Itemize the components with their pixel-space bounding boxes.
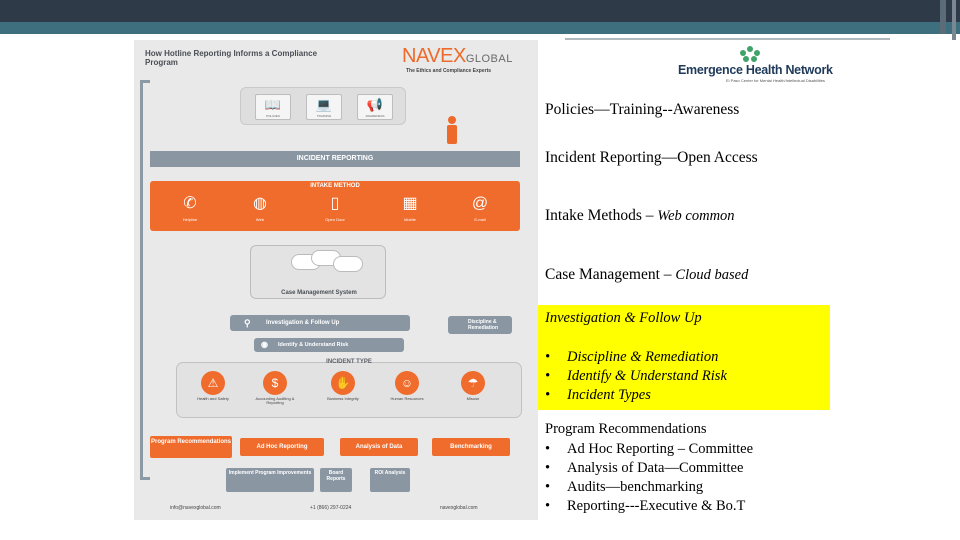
bullet-icon: • (545, 368, 551, 384)
investigation-label: Investigation & Follow Up (266, 320, 340, 326)
handshake-icon: ✋ (331, 371, 355, 395)
incident-type-panel (176, 359, 522, 418)
program-bullet (545, 460, 743, 477)
case-note: Cloud based (675, 267, 749, 283)
emergence-health-logo (676, 46, 833, 86)
highlight-bullet (545, 387, 651, 404)
bullet-text: Audits—benchmarking (567, 479, 704, 495)
navex-logo (402, 45, 513, 68)
incident-type-title: INCIDENT TYPE (326, 359, 372, 365)
flow-rail (140, 80, 150, 480)
bullet-icon: • (545, 498, 551, 514)
navex-brand: NAVEX (402, 45, 466, 67)
intake-title: INTAKE METHOD (310, 183, 360, 189)
awareness-box (357, 94, 393, 120)
investigation-bar (230, 315, 410, 331)
header-decoration-2 (952, 0, 956, 40)
bullet-text: Analysis of Data—Committee (567, 460, 744, 476)
bullet-text: Reporting---Executive & Bo.T (567, 498, 746, 514)
identify-label: Identify & Understand Risk (278, 342, 349, 348)
awareness-panel (240, 87, 406, 125)
identify-risk-bar (254, 338, 404, 352)
type-label: Misuse (466, 396, 480, 401)
implement-box: Implement Program Improvements (226, 468, 314, 492)
type-accounting (247, 371, 303, 406)
navex-tagline: The Ethics and Compliance Experts (406, 68, 492, 74)
risk-icon: ◉ (261, 340, 268, 349)
phone-icon: ✆ (183, 195, 197, 212)
board-box: Board Reports (320, 468, 352, 492)
list-item-intake (545, 207, 735, 225)
mobile-icon: ▦ (402, 195, 418, 212)
intake-label: E-mail (474, 217, 486, 222)
bullet-text: Identify & Understand Risk (567, 368, 727, 384)
warning-icon: ⚠ (201, 371, 225, 395)
intake-label: Mobile (404, 217, 416, 222)
roi-box: ROI Analysis (370, 468, 410, 492)
program-bullet (545, 441, 753, 458)
intake-web (230, 191, 290, 229)
type-label: Health and Safety (197, 396, 229, 401)
email-icon: @ (471, 195, 489, 212)
book-icon: 📖 (264, 97, 282, 112)
infographic-footer (134, 500, 538, 520)
intake-label: Open Door (325, 217, 345, 222)
program-recommendations-box: Program Recommendations (150, 436, 232, 458)
type-hr (379, 371, 435, 401)
dollar-icon: $ (263, 371, 287, 395)
bullet-text: Discipline & Remediation (567, 349, 719, 365)
door-icon: ▯ (330, 195, 340, 212)
intake-text: Intake Methods – (545, 207, 658, 224)
footer-phone: +1 (866) 297-0224 (310, 505, 352, 511)
hotline-infographic (134, 40, 538, 520)
bullet-icon: • (545, 349, 551, 365)
header-decoration (940, 0, 946, 34)
footer-email: info@navexglobal.com (170, 505, 221, 511)
incident-reporting-bar: INCIDENT REPORTING (150, 151, 520, 167)
type-health-safety (185, 371, 241, 401)
policies-box (255, 94, 291, 120)
policies-label: POLICIES (266, 114, 280, 118)
header-bar (0, 0, 960, 22)
intake-method-panel (150, 181, 520, 231)
intake-email (450, 191, 510, 229)
bullet-icon: • (545, 441, 551, 457)
bullet-icon: • (545, 387, 551, 403)
footer-site: navexglobal.com (440, 505, 478, 511)
bullet-icon: • (545, 460, 551, 476)
intake-note: Web common (657, 208, 735, 224)
program-title: Program Recommendations (545, 421, 707, 437)
navex-brand-suffix: GLOBAL (465, 53, 513, 65)
ad-hoc-box: Ad Hoc Reporting (240, 438, 324, 456)
list-item-policies: Policies—Training--Awareness (545, 101, 740, 118)
list-item-case (545, 266, 748, 284)
intake-label: Helpline (182, 217, 198, 222)
type-label: Business Integrity (327, 396, 359, 401)
flower-icon (740, 46, 760, 62)
type-label: Accounting Auditing & Reporting (255, 396, 295, 406)
discipline-box: Discipline & Remediation (448, 316, 512, 334)
infographic-title: How Hotline Reporting Informs a Compliance Program (145, 49, 318, 68)
benchmarking-box: Benchmarking (432, 438, 510, 456)
type-label: Human Resources (390, 396, 424, 401)
laptop-icon: 💻 (315, 97, 333, 112)
cloud-icon (333, 256, 363, 272)
intake-mobile (380, 191, 440, 229)
case-management-label: Case Management System (281, 290, 357, 296)
magnifier-icon: ⚲ (244, 318, 251, 328)
globe-icon: ◍ (253, 195, 267, 212)
analysis-box: Analysis of Data (340, 438, 418, 456)
intake-label: Web (255, 217, 265, 222)
list-item-incident: Incident Reporting—Open Access (545, 149, 758, 166)
type-misuse (445, 371, 501, 401)
bullet-icon: • (545, 479, 551, 495)
training-label: TRAINING (316, 114, 332, 118)
people-icon: ☺ (395, 371, 419, 395)
awareness-label: AWARENESS (365, 114, 385, 118)
highlight-bullet (545, 349, 718, 366)
divider-line (565, 38, 890, 40)
misuse-icon: ☂ (461, 371, 485, 395)
bullet-text: Ad Hoc Reporting – Committee (567, 441, 754, 457)
type-business (315, 371, 371, 401)
bullet-text: Incident Types (567, 387, 651, 403)
program-bullet (545, 479, 703, 496)
training-box (306, 94, 342, 120)
highlight-bullet (545, 368, 727, 385)
program-bullet (545, 498, 745, 515)
logo-tagline: El Paso Center for Mental Health/Intellectual Disabilities (726, 78, 825, 83)
header-accent-bar (0, 22, 960, 34)
highlight-title: Investigation & Follow Up (545, 310, 702, 326)
megaphone-icon: 📢 (366, 97, 384, 112)
logo-name: Emergence Health Network (678, 63, 833, 77)
person-icon (445, 116, 459, 144)
case-text: Case Management – (545, 266, 676, 283)
intake-open-door (305, 191, 365, 229)
intake-helpline (160, 191, 220, 229)
